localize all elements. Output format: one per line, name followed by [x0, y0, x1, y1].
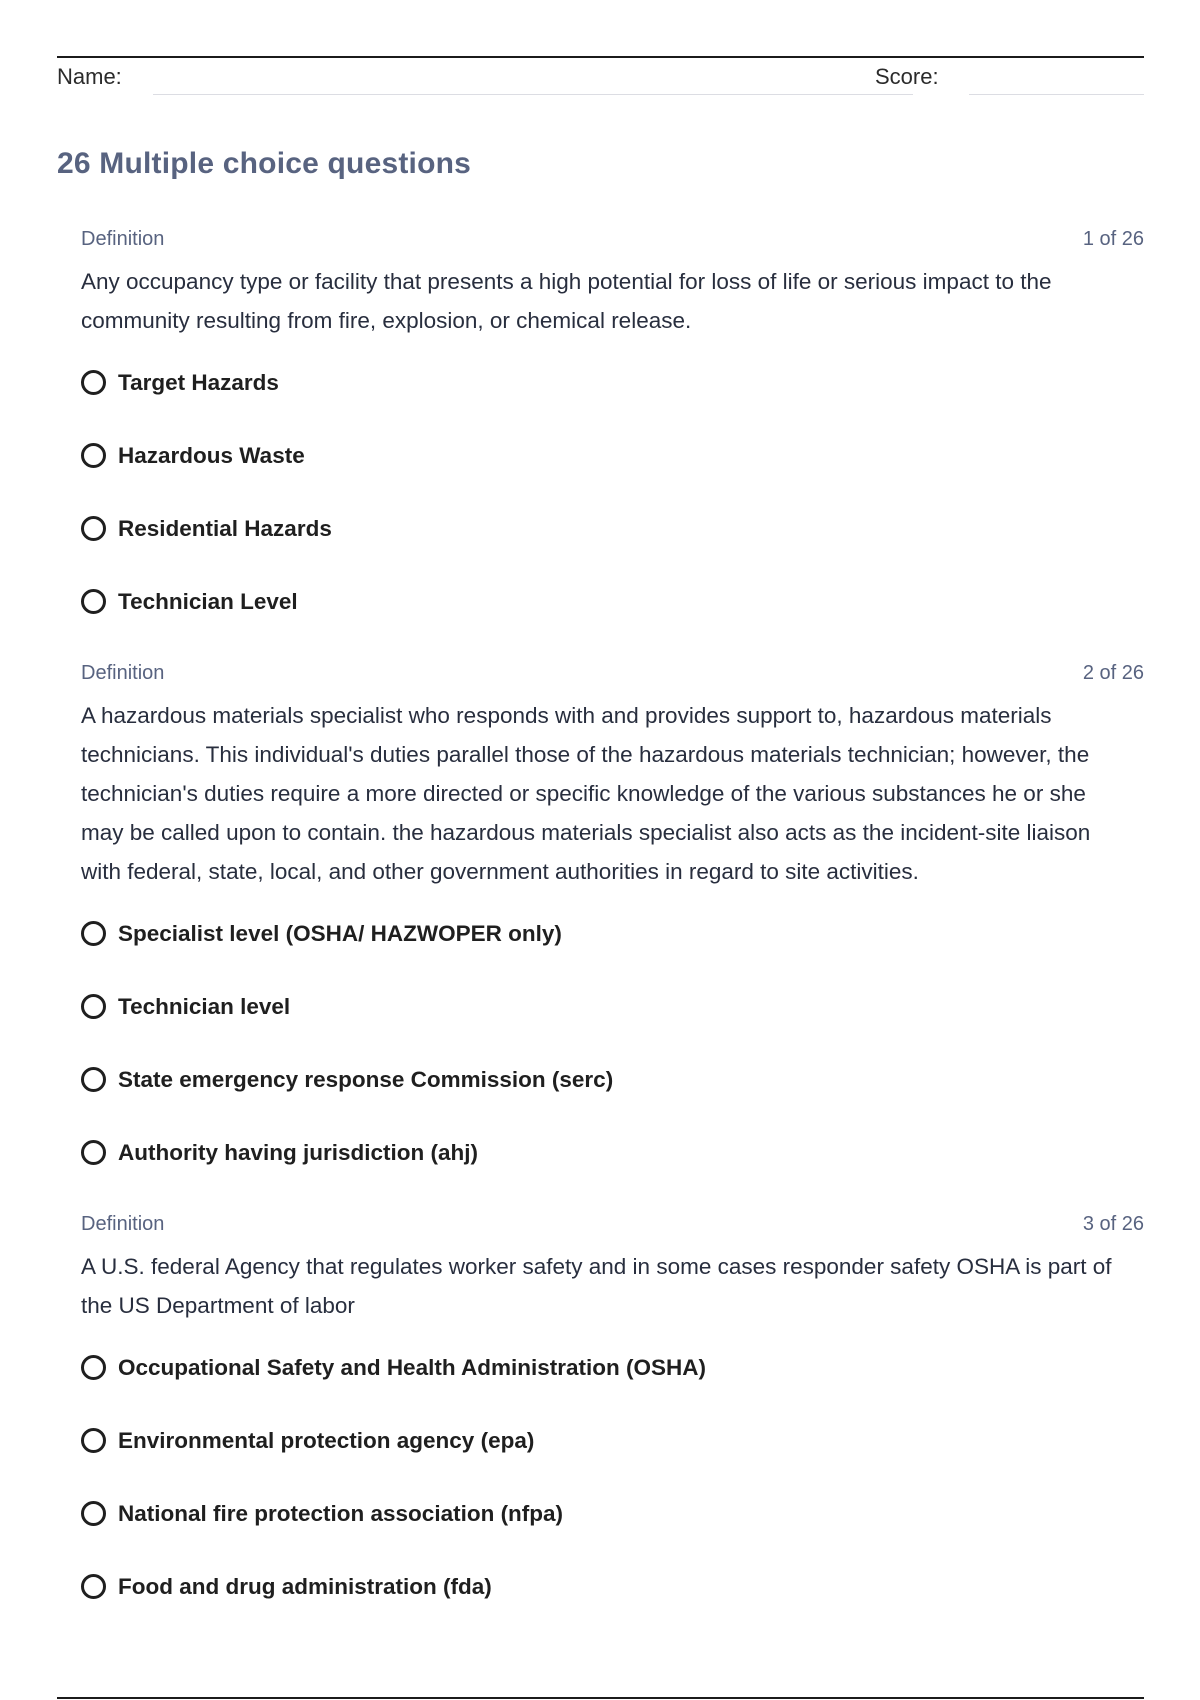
radio-circle-icon[interactable]: [81, 1501, 106, 1526]
radio-circle-icon[interactable]: [81, 516, 106, 541]
question-header: [81, 1211, 1144, 1241]
answer-option[interactable]: [81, 1477, 1144, 1550]
name-field-line[interactable]: [153, 94, 913, 95]
answer-option-label: Target Hazards: [118, 369, 279, 395]
question-card: [81, 660, 1144, 1189]
answer-option-label: Occupational Safety and Health Administration (OSHA): [118, 1354, 706, 1380]
answer-options: [81, 346, 1144, 638]
question-header: [81, 660, 1144, 690]
answer-option-label: State emergency response Commission (serc): [118, 1066, 614, 1092]
question-counter: 3 of 26: [1082, 1213, 1144, 1235]
answer-option-label: Specialist level (OSHA/ HAZWOPER only): [118, 920, 562, 946]
question-card: [81, 226, 1144, 638]
answer-option-label: Technician level: [118, 993, 291, 1019]
answer-options: [81, 1331, 1144, 1623]
answer-option[interactable]: [81, 1331, 1144, 1404]
answer-option-label: Food and drug administration (fda): [118, 1573, 492, 1599]
answer-option[interactable]: [81, 565, 1144, 638]
answer-option-label: Technician Level: [118, 588, 298, 614]
question-list: [81, 226, 1144, 1645]
answer-option[interactable]: [81, 346, 1144, 419]
answer-option[interactable]: [81, 897, 1144, 970]
answer-option-label: Residential Hazards: [118, 515, 332, 541]
radio-circle-icon[interactable]: [81, 994, 106, 1019]
radio-circle-icon[interactable]: [81, 1067, 106, 1092]
answer-option-label: National fire protection association (nfpa): [118, 1500, 564, 1526]
answer-option[interactable]: [81, 419, 1144, 492]
radio-circle-icon[interactable]: [81, 370, 106, 395]
question-prompt: A U.S. federal Agency that regulates worker safety and in some cases responder safety OSHA is part of the US Department of labor: [81, 1254, 1112, 1318]
question-type-label: Definition: [81, 1213, 165, 1235]
radio-circle-icon[interactable]: [81, 443, 106, 468]
radio-circle-icon[interactable]: [81, 921, 106, 946]
answer-option-label: Hazardous Waste: [118, 442, 305, 468]
bottom-divider: [57, 1697, 1144, 1699]
quiz-page: [57, 0, 1144, 1700]
answer-option[interactable]: [81, 970, 1144, 1043]
radio-circle-icon[interactable]: [81, 1574, 106, 1599]
radio-circle-icon[interactable]: [81, 1140, 106, 1165]
question-header: [81, 226, 1144, 256]
radio-circle-icon[interactable]: [81, 1428, 106, 1453]
answer-option-label: Authority having jurisdiction (ahj): [118, 1139, 478, 1165]
question-prompt: A hazardous materials specialist who responds with and provides support to, hazardous materials technicians. This individual's duties parallel those of the hazardous materials technician; however, the technician's duties require a more directed or specific knowledge of the various substances he or she may be called upon to contain. the hazardous materials specialist also acts as the incident-site liaison with federal, state, local, and other government authorities in regard to site activities.: [81, 703, 1091, 884]
answer-option[interactable]: [81, 1116, 1144, 1189]
header-fields: [57, 62, 1144, 98]
question-type-label: Definition: [81, 662, 165, 684]
answer-option[interactable]: [81, 492, 1144, 565]
answer-options: [81, 897, 1144, 1189]
question-counter: 2 of 26: [1082, 662, 1144, 684]
question-prompt: Any occupancy type or facility that presents a high potential for loss of life or serious impact to the community resulting from fire, explosion, or chemical release.: [81, 269, 1052, 333]
section-title: 26 Multiple choice questions: [57, 147, 472, 180]
answer-option-label: Environmental protection agency (epa): [118, 1427, 535, 1453]
answer-option[interactable]: [81, 1043, 1144, 1116]
question-card: [81, 1211, 1144, 1623]
score-field-line[interactable]: [969, 94, 1144, 95]
question-type-label: Definition: [81, 228, 165, 250]
radio-circle-icon[interactable]: [81, 1355, 106, 1380]
top-divider: [57, 56, 1144, 58]
answer-option[interactable]: [81, 1404, 1144, 1477]
question-counter: 1 of 26: [1082, 228, 1144, 250]
score-label: Score:: [875, 64, 939, 89]
name-label: Name:: [57, 64, 122, 89]
radio-circle-icon[interactable]: [81, 589, 106, 614]
answer-option[interactable]: [81, 1550, 1144, 1623]
